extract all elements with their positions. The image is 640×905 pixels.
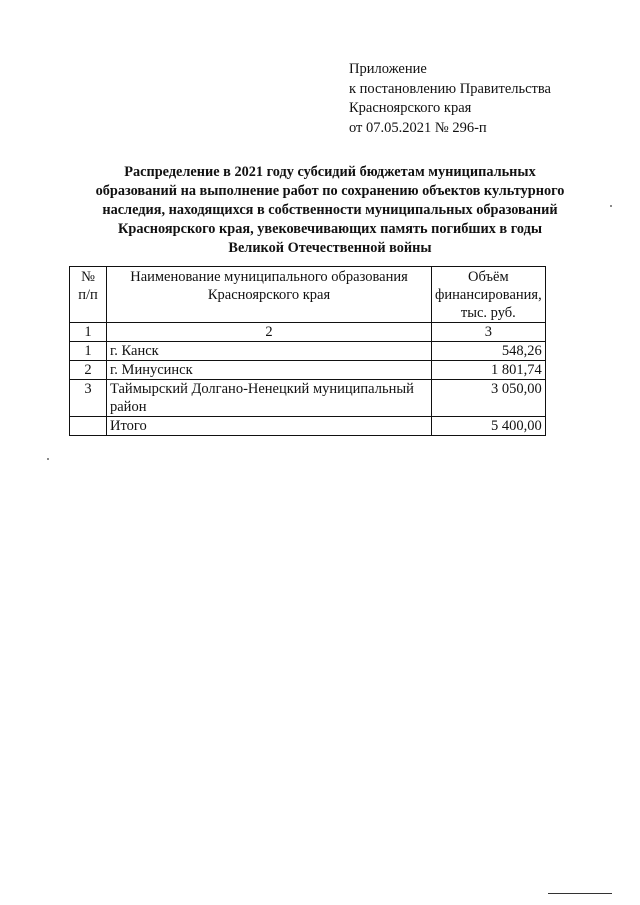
- title-line: Распределение в 2021 году субсидий бюджетам муниципальных: [124, 164, 536, 180]
- header-amount-label: тыс. руб.: [460, 305, 516, 321]
- appendix-date-line: от 07.05.2021 № 296-п: [349, 119, 487, 136]
- header-num-cell: [70, 267, 107, 323]
- column-number-cell: 3: [432, 323, 546, 342]
- title-line: Великой Отечественной войны: [228, 240, 432, 256]
- row-amount-cell: 3 050,00: [432, 380, 546, 417]
- column-number-cell: 2: [107, 323, 432, 342]
- title-line: наследия, находящихся в собственности муниципальных образований: [102, 202, 558, 218]
- distribution-table: [69, 266, 546, 436]
- document-title: [60, 163, 600, 258]
- header-name-label: Наименование муниципального образования: [130, 269, 408, 285]
- row-num-cell: 3: [70, 380, 107, 417]
- row-amount-cell: 1 801,74: [432, 361, 546, 380]
- column-number-row: [70, 323, 546, 342]
- total-amount-cell: 5 400,00: [432, 417, 546, 436]
- table-header-row: [70, 267, 546, 323]
- row-name-cell: г. Минусинск: [107, 361, 432, 380]
- row-name-cell: г. Канск: [107, 342, 432, 361]
- appendix-line: Красноярского края: [349, 100, 472, 116]
- header-amount-label: Объём: [468, 269, 509, 285]
- header-name-cell: [107, 267, 432, 323]
- title-line: Красноярского края, увековечивающих память погибших в годы: [118, 221, 542, 237]
- scan-speck: [47, 458, 49, 460]
- header-num-label: №: [81, 269, 95, 285]
- appendix-line: к постановлению Правительства: [349, 80, 551, 97]
- row-num-cell: 2: [70, 361, 107, 380]
- column-number-cell: 1: [70, 323, 107, 342]
- table-row: [70, 342, 546, 361]
- row-name-line: район: [110, 399, 147, 415]
- appendix-line: Приложение: [349, 61, 427, 77]
- total-label-cell: Итого: [107, 417, 432, 436]
- appendix-block: [349, 60, 551, 138]
- table-total-row: [70, 417, 546, 436]
- row-name-cell: [107, 380, 432, 417]
- header-name-label: Красноярского края: [207, 287, 331, 303]
- row-num-cell: 1: [70, 342, 107, 361]
- table-row: [70, 361, 546, 380]
- header-amount-label: финансирования,: [435, 287, 542, 303]
- scan-speck: [610, 205, 612, 207]
- title-line: образований на выполнение работ по сохранению объектов культурного: [95, 183, 565, 199]
- table-row: [70, 380, 546, 417]
- scan-edge-line: [548, 893, 612, 894]
- row-amount-cell: 548,26: [432, 342, 546, 361]
- header-amount-cell: [432, 267, 546, 323]
- row-name-line: Таймырский Долгано-Ненецкий муниципальный: [110, 381, 414, 397]
- total-empty-cell: [70, 417, 107, 436]
- header-num-label: п/п: [78, 287, 98, 303]
